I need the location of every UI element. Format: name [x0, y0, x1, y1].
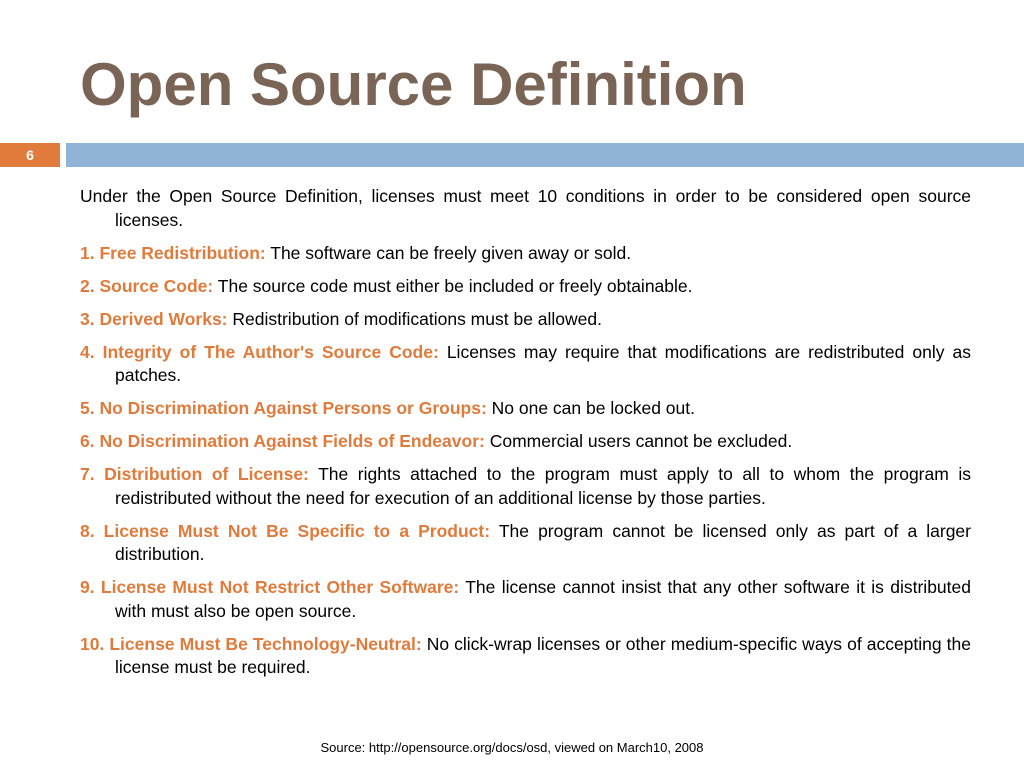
- condition-term: 3. Derived Works:: [80, 308, 228, 329]
- slide-title: Open Source Definition: [80, 51, 747, 118]
- condition-term: 7. Distribution of License:: [80, 464, 309, 484]
- condition-term: 5. No Discrimination Against Persons or Groups:: [80, 398, 487, 418]
- slide-number: 6: [26, 147, 34, 163]
- header-divider-bar: [66, 143, 1024, 167]
- condition-text: The program cannot be licensed only as part of a larger distribution.: [115, 520, 971, 564]
- condition-text: No click-wrap licenses or other medium-specific ways of accepting the license must be required.: [115, 633, 971, 677]
- condition-term: 10. License Must Be Technology-Neutral:: [80, 633, 422, 654]
- condition-item: [80, 308, 971, 332]
- condition-item: [80, 341, 971, 388]
- condition-item: [80, 463, 971, 510]
- condition-text: Redistribution of modifications must be allowed.: [227, 308, 603, 329]
- condition-item: [80, 576, 971, 623]
- condition-item: [80, 520, 971, 567]
- slide-body: [80, 185, 971, 689]
- condition-item: [80, 633, 971, 680]
- condition-text: The license cannot insist that any other software it is distributed with must also be open source.: [115, 577, 971, 621]
- condition-item: [80, 430, 971, 454]
- condition-text: No one can be locked out.: [486, 398, 695, 418]
- condition-item: [80, 275, 971, 299]
- source-citation: Source: http://opensource.org/docs/osd, viewed on March10, 2008: [320, 740, 704, 755]
- condition-term: 4. Integrity of The Author's Source Code:: [80, 341, 439, 362]
- condition-text: Commercial users cannot be excluded.: [484, 431, 793, 451]
- condition-item: [80, 397, 971, 421]
- condition-term: 2. Source Code:: [80, 275, 214, 296]
- condition-term: 1. Free Redistribution:: [80, 242, 266, 263]
- condition-text: The source code must either be included or freely obtainable.: [213, 275, 693, 296]
- condition-term: 6. No Discrimination Against Fields of Endeavor:: [80, 431, 485, 451]
- condition-term: 8. License Must Not Be Specific to a Product:: [80, 520, 491, 541]
- condition-text: The rights attached to the program must apply to all to whom the program is redistributed without the need for execution of an additional license by those parties.: [115, 464, 971, 508]
- condition-term: 9. License Must Not Restrict Other Software:: [80, 577, 460, 597]
- condition-item: [80, 242, 971, 266]
- condition-text: The software can be freely given away or sold.: [265, 242, 632, 263]
- slide-number-badge: [0, 143, 60, 167]
- condition-text: Licenses may require that modifications are redistributed only as patches.: [115, 341, 971, 385]
- intro-paragraph: Under the Open Source Definition, licenses must meet 10 conditions in order to be considered open source licenses.: [80, 186, 971, 230]
